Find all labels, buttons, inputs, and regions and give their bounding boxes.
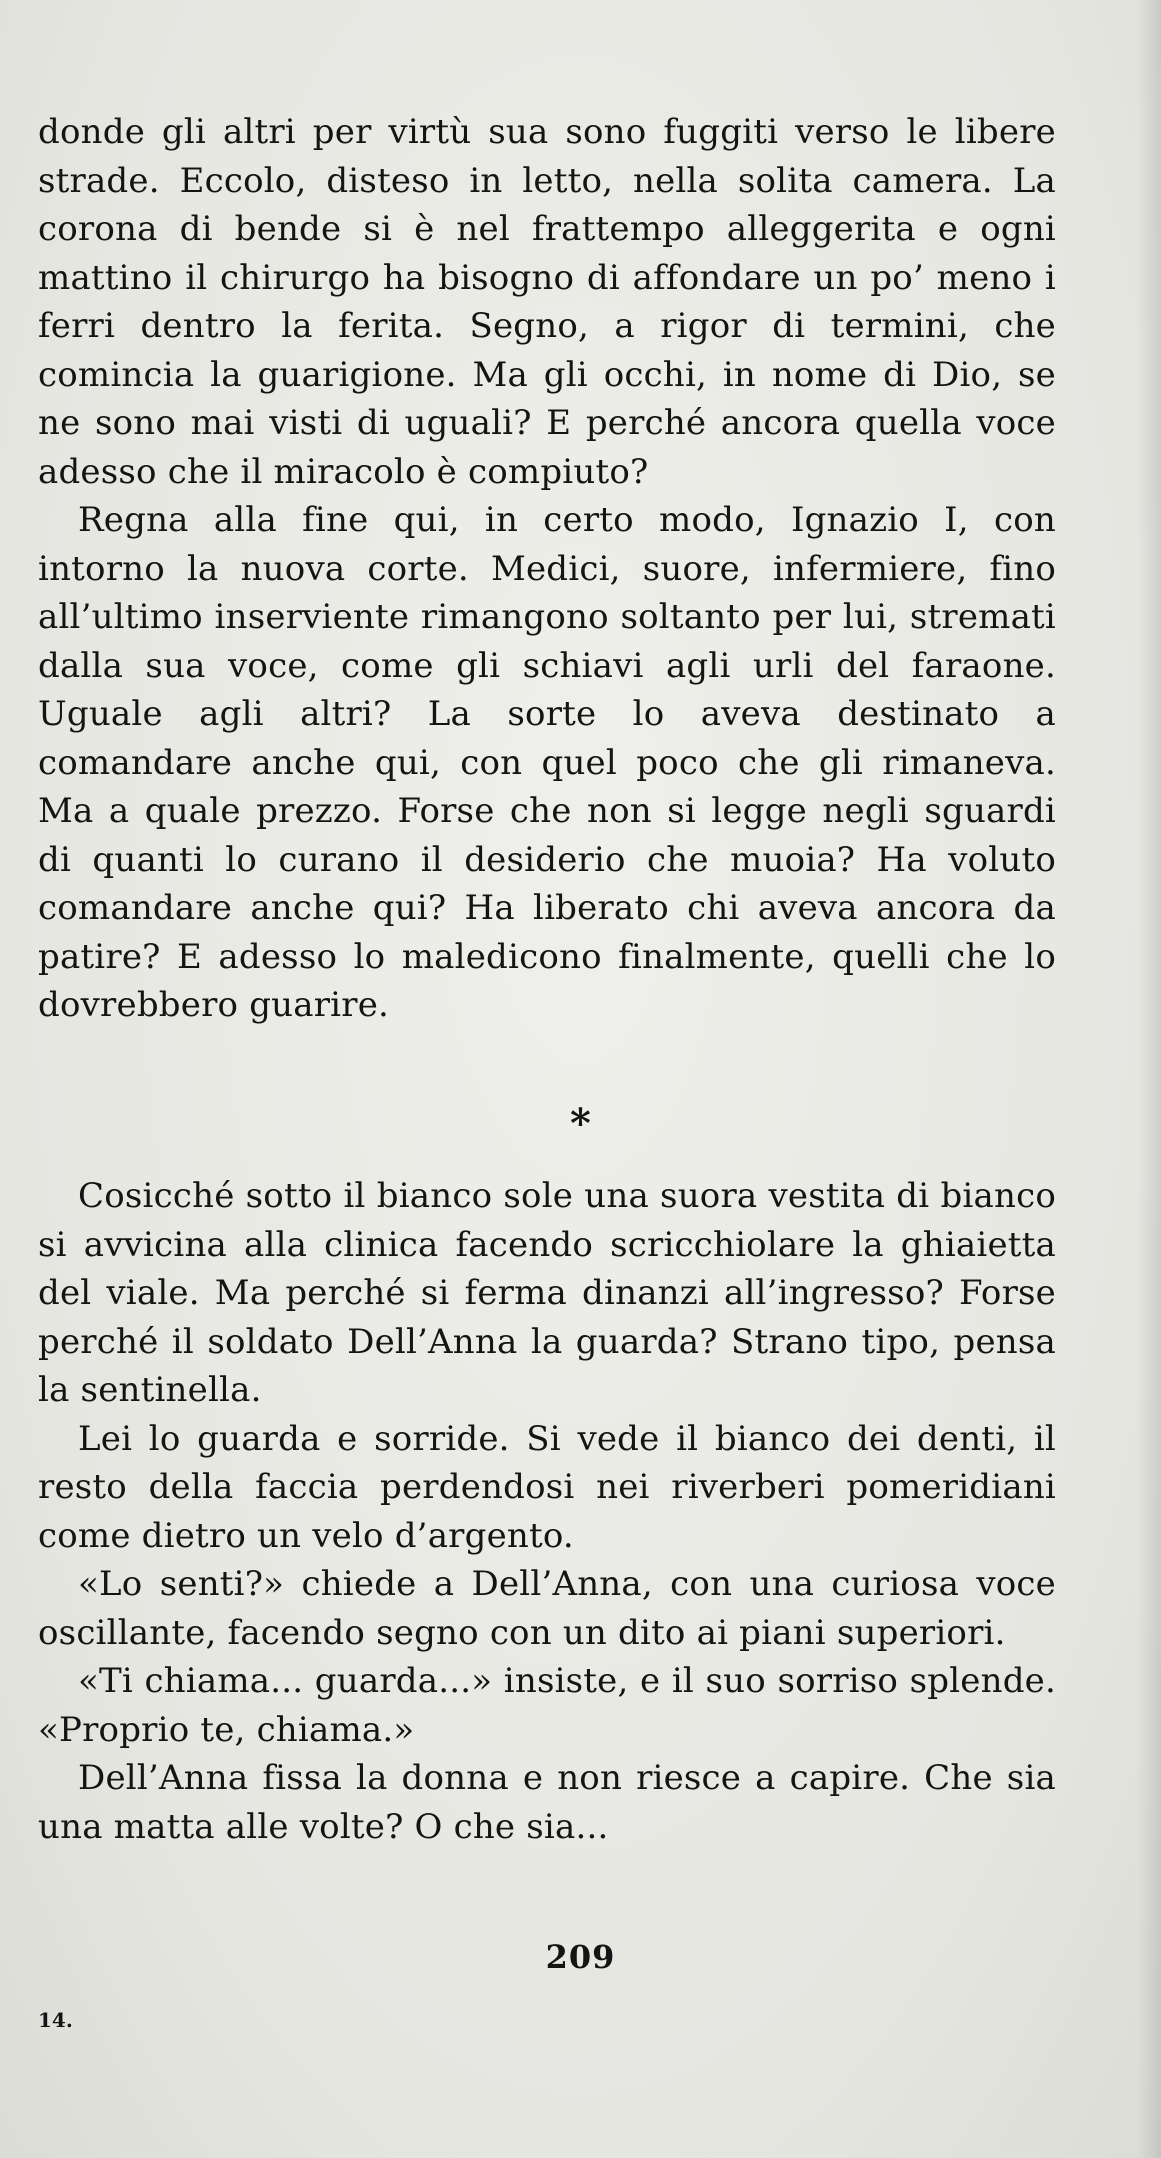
paragraph-2: Regna alla fine qui, in certo modo, Ignazio I, con intorno la nuova corte. Medici, suore, infermiere, fino all’ultimo inserviente rimangono soltanto per lui, stremati dalla sua voce, come gli schiavi agli urli del faraone. Uguale agli altri? La sorte lo aveva destinato a comandare anche qui, con quel poco che gli rimaneva. Ma a quale prezzo. Forse che non si legge negli sguardi di quanti lo curano il desiderio che muoia? Ha voluto comandare anche qui? Ha liberato chi aveva ancora da patire? E adesso lo maledicono finalmente, quelli che lo dovrebbero guarire.	[38, 500, 1056, 1025]
paragraph-1: donde gli altri per virtù sua sono fuggiti verso le libere strade. Eccolo, disteso in letto, nella solita camera. La corona di bende si è nel frattempo alleggerita e ogni mattino il chirurgo ha bisogno di affondare un po’ meno i ferri dentro la ferita. Segno, a rigor di termini, che comincia la guarigione. Ma gli occhi, in nome di Dio, se ne sono mai visti di uguali? E perché ancora quella voce adesso che il miracolo è compiuto?	[38, 112, 1056, 492]
paragraph-3: Cosicché sotto il bianco sole una suora vestita di bianco si avvicina alla clinica facendo scricchiolare la ghiaietta del viale. Ma perché si ferma dinanzi all’ingresso? Forse perché il soldato Dell’Anna la guarda? Strano tipo, pensa la sentinella.	[38, 1176, 1056, 1410]
page-number: 209	[545, 1938, 616, 1976]
paragraph-6: «Ti chiama... guarda...» insiste, e il suo sorriso splende. «Proprio te, chiama.»	[38, 1661, 1056, 1750]
page-edge-shadow	[1137, 0, 1161, 2158]
signature-mark: 14.	[38, 2008, 73, 2032]
section-separator: *	[570, 1100, 591, 1147]
paragraph-7: Dell’Anna fissa la donna e non riesce a capire. Che sia una matta alle volte? O che sia...	[38, 1758, 1056, 1847]
paragraph-4: Lei lo guarda e sorride. Si vede il bianco dei denti, il resto della faccia perdendosi nei riverberi pomeridiani come dietro un velo d’argento.	[38, 1418, 1056, 1556]
text-section-2	[38, 1172, 1056, 1851]
text-section-1	[38, 108, 1056, 1030]
paragraph-5: «Lo senti?» chiede a Dell’Anna, con una curiosa voce oscillante, facendo segno con un dito ai piani superiori.	[38, 1564, 1056, 1653]
